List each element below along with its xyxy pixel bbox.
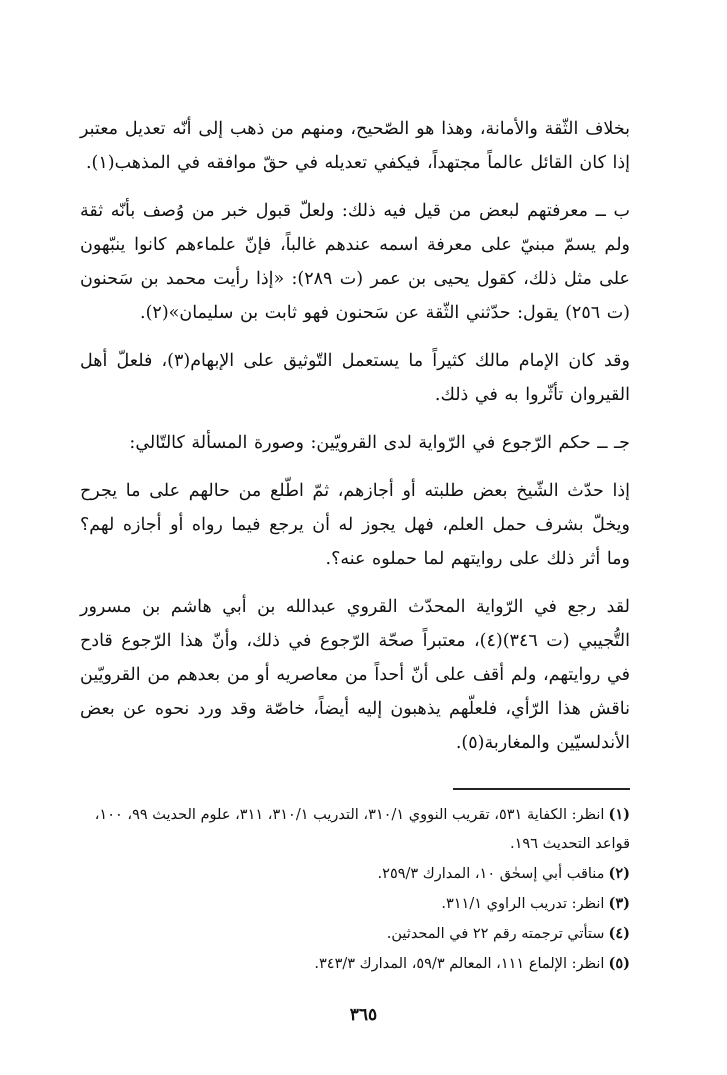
footnote-text: انظر: تدريب الراوي ٣١١/١. xyxy=(441,896,605,912)
footnote-number: (٤) xyxy=(608,925,630,942)
footnotes xyxy=(80,800,630,979)
footnote-number: (٢) xyxy=(608,865,630,882)
footnote-4 xyxy=(80,919,630,949)
paragraph-4: جـ ــ حكم الرّجوع في الرّواية لدى القرويّين: وصورة المسألة كالتّالي: xyxy=(129,433,630,453)
footnote-2 xyxy=(80,859,630,889)
paragraph-5: إذا حدّث الشّيخ بعض طلبته أو أجازهم، ثمّ اطّلع من حالهم على ما يجرح ويخلّ بشرف حمل العلم، فهل يجوز له أن يرجع فيما رواه أو أجازه لهم؟ وما أثر ذلك على روايتهم لما حملوه عنه؟. xyxy=(80,481,630,569)
footnote-text: ستأتي ترجمته رقم ٢٢ في المحدثين. xyxy=(386,926,605,942)
footnote-text: انظر: الإلماع ١١١، المعالم ٥٩/٣، المدارك ٣٤٣/٣. xyxy=(314,956,605,972)
footnote-number: (٣) xyxy=(608,895,630,912)
footnote-text: انظر: الكفاية ٥٣١، تقريب النووي ٣١٠/١، التدريب ٣١٠/١، ٣١١، علوم الحديث ٩٩، ١٠٠، قواعد التحديث ١٩٦. xyxy=(94,807,630,852)
footnote-1 xyxy=(80,800,630,859)
main-text xyxy=(80,112,630,774)
footnote-text: مناقب أبي إسحٰق ١٠، المدارك ٢٥٩/٣. xyxy=(377,866,605,882)
paragraph-2: ب ــ معرفتهم لبعض من قيل فيه ذلك: ولعلّ قبول خبر من وُصف بأنّه ثقة ولم يسمّ مبنيّ على معرفة اسمه عندهم غالباً، فإنّ علماءهم كانوا ينبّهون على مثل ذلك، كقول يحيى بن عمر (ت ٢٨٩): «إذا رأيت محمد بن سَحنون (ت ٢٥٦) يقول: حدّثني الثّقة عن سَحنون فهو ثابت بن سليمان»(٢). xyxy=(80,201,630,323)
footnote-number: (٥) xyxy=(608,955,630,972)
paragraph-1: بخلاف الثّقة والأمانة، وهذا هو الصّحيح، ومنهم من ذهب إلى أنّه تعديل معتبر إذا كان القائل عالماً مجتهداً، فيكفي تعديله في حقّ موافقه في المذهب(١). xyxy=(80,119,630,173)
footnote-3 xyxy=(80,889,630,919)
paragraph-6: لقد رجع في الرّواية المحدّث القروي عبدالله بن أبي هاشم بن مسرور التُّجيبي (ت ٣٤٦)(٤)، معتبراً صحّة الرّجوع في ذلك، وأنّ هذا الرّجوع قادح في روايتهم، ولم أقف على أنّ أحداً من معاصريه أو من بعدهم من القرويّين ناقش هذا الرّأي، فلعلّهم يذهبون إليه أيضاً، خاصّة وقد ورد نحوه عن بعض الأندلسيّين والمغاربة(٥). xyxy=(80,597,630,753)
page-number: ٣٦٥ xyxy=(349,1005,378,1025)
footnote-separator xyxy=(453,788,630,790)
footnote-5 xyxy=(80,949,630,979)
footnote-number: (١) xyxy=(608,806,630,823)
paragraph-3: وقد كان الإمام مالك كثيراً ما يستعمل التّوثيق على الإبهام(٣)، فلعلّ أهل القيروان تأثّروا به في ذلك. xyxy=(80,351,630,405)
